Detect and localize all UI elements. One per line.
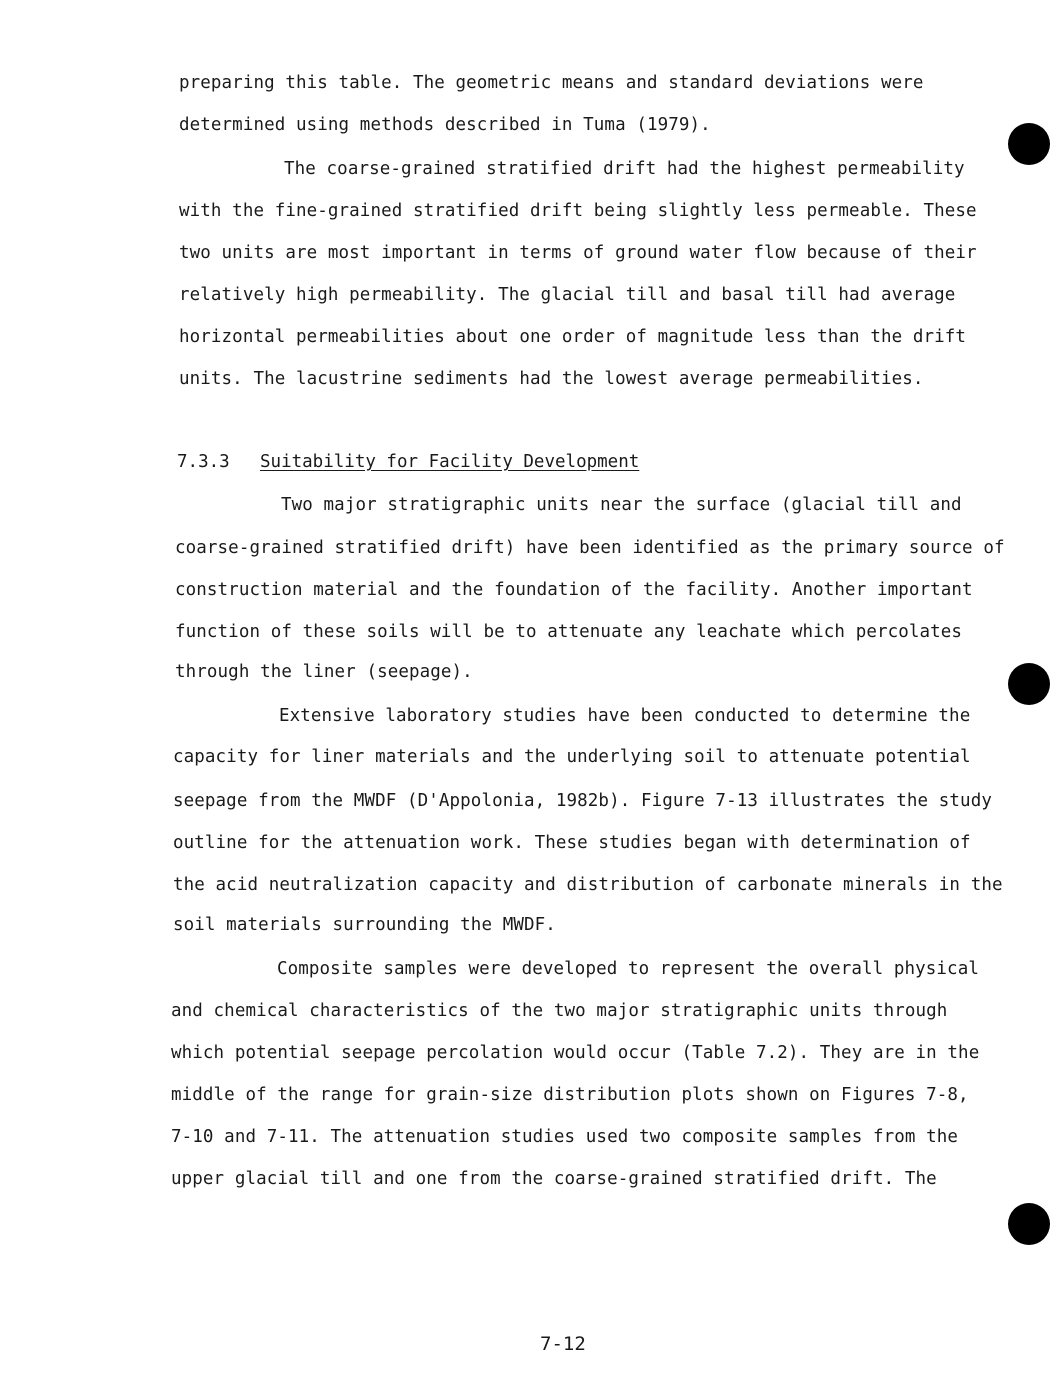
paragraph-3-line-2: coarse-grained stratified drift) have been identified as the primary source of — [175, 538, 1005, 558]
paragraph-5-line-2: and chemical characteristics of the two major stratigraphic units through — [171, 1001, 948, 1021]
paragraph-2-line-4: relatively high permeability. The glacial till and basal till had average — [179, 285, 956, 305]
punch-hole-bottom — [1008, 1203, 1050, 1245]
paragraph-5-line-3: which potential seepage percolation would occur (Table 7.2). They are in the — [171, 1043, 980, 1063]
paragraph-5-line-6: upper glacial till and one from the coarse-grained stratified drift. The — [171, 1169, 937, 1189]
paragraph-4-line-1: Extensive laboratory studies have been conducted to determine the — [279, 706, 971, 726]
paragraph-3-line-5: through the liner (seepage). — [175, 662, 473, 682]
paragraph-3-line-4: function of these soils will be to attenuate any leachate which percolates — [175, 622, 963, 642]
page-number: 7-12 — [540, 1333, 586, 1355]
paragraph-2-line-5: horizontal permeabilities about one order of magnitude less than the drift — [179, 327, 967, 347]
paragraph-5-line-4: middle of the range for grain-size distribution plots shown on Figures 7-8, — [171, 1085, 969, 1105]
paragraph-2-line-6: units. The lacustrine sediments had the lowest average permeabilities. — [179, 369, 924, 389]
paragraph-3-line-3: construction material and the foundation of the facility. Another important — [175, 580, 973, 600]
paragraph-4-line-6: soil materials surrounding the MWDF. — [173, 915, 556, 935]
punch-hole-middle — [1008, 663, 1050, 705]
paragraph-4-line-2: capacity for liner materials and the underlying soil to attenuate potential — [173, 747, 971, 767]
paragraph-4-line-4: outline for the attenuation work. These studies began with determination of — [173, 833, 971, 853]
section-title: Suitability for Facility Development — [260, 452, 640, 472]
punch-hole-top — [1008, 123, 1050, 165]
section-number: 7.3.3 — [177, 452, 230, 472]
paragraph-2-line-1: The coarse-grained stratified drift had the highest permeability — [284, 159, 965, 179]
paragraph-2-line-2: with the fine-grained stratified drift being slightly less permeable. These — [179, 201, 977, 221]
paragraph-5-line-5: 7-10 and 7-11. The attenuation studies used two composite samples from the — [171, 1127, 959, 1147]
paragraph-4-line-5: the acid neutralization capacity and distribution of carbonate minerals in the — [173, 875, 1003, 895]
paragraph-2-line-3: two units are most important in terms of ground water flow because of their — [179, 243, 977, 263]
paragraph-4-line-3: seepage from the MWDF (D'Appolonia, 1982b). Figure 7-13 illustrates the study — [173, 791, 992, 811]
paragraph-3-line-1: Two major stratigraphic units near the surface (glacial till and — [281, 495, 962, 515]
paragraph-5-line-1: Composite samples were developed to represent the overall physical — [277, 959, 979, 979]
paragraph-1-line-2: determined using methods described in Tuma (1979). — [179, 115, 711, 135]
paragraph-1-line-1: preparing this table. The geometric means and standard deviations were — [179, 73, 924, 93]
